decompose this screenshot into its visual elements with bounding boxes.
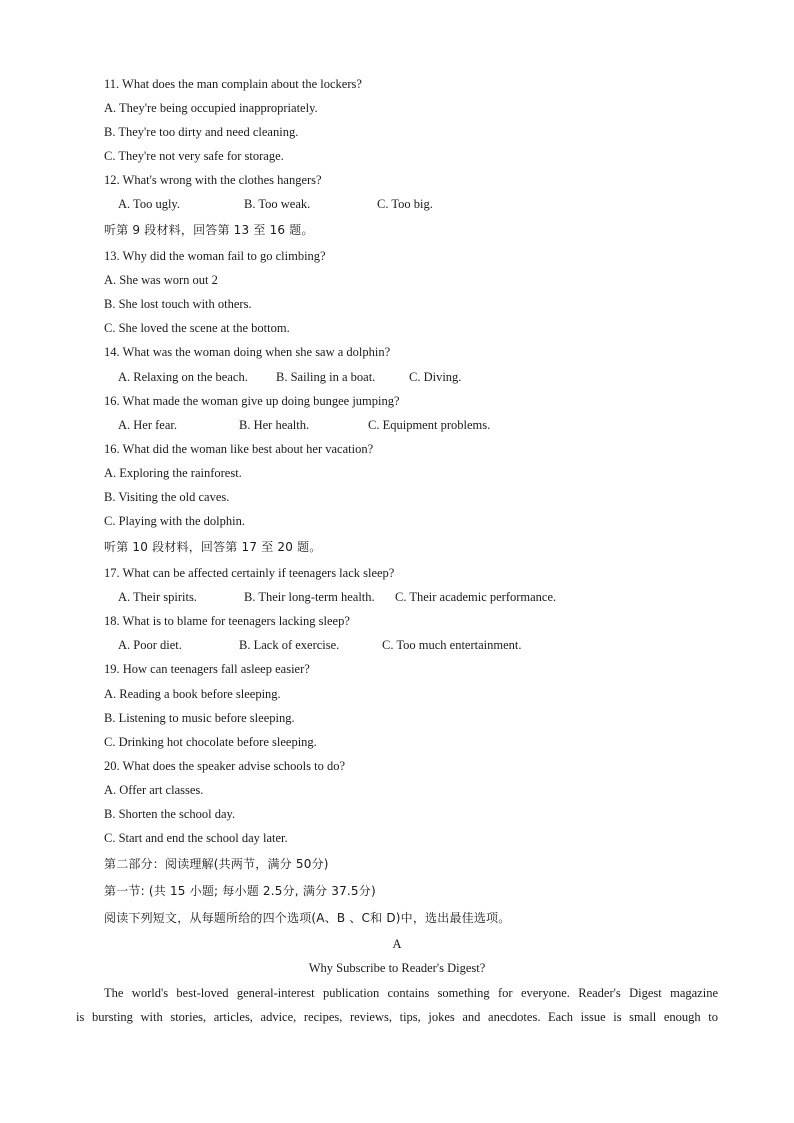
question-13-stem: 13. Why did the woman fail to go climbing? xyxy=(104,249,326,263)
question-13-option-b: B. She lost touch with others. xyxy=(104,297,252,311)
passage-letter: A xyxy=(392,937,402,951)
question-15-option-a: A. Her fear. xyxy=(118,418,177,432)
passage-line-1: The world's best-loved general-interest publication contains something for everyone. Reader's Digest magazine xyxy=(104,986,718,1000)
question-18-option-c: C. Too much entertainment. xyxy=(382,638,522,652)
question-18-option-a: A. Poor diet. xyxy=(118,638,182,652)
question-14-option-c: C. Diving. xyxy=(409,370,462,384)
question-18-options xyxy=(118,637,718,653)
section-1-heading: 第一节: (共 15 小题; 每小题 2.5分, 满分 37.5分) xyxy=(104,884,376,898)
question-19-option-b: B. Listening to music before sleeping. xyxy=(104,711,295,725)
question-19-stem: 19. How can teenagers fall asleep easier? xyxy=(104,662,310,676)
question-20-stem: 20. What does the speaker advise schools to do? xyxy=(104,759,346,773)
question-18-stem: 18. What is to blame for teenagers lacking sleep? xyxy=(104,614,350,628)
question-12-option-b: B. Too weak. xyxy=(244,197,311,211)
section-9-heading: 听第 9 段材料，回答第 13 至 16 题。 xyxy=(104,223,314,237)
question-16-option-a: A. Exploring the rainforest. xyxy=(104,466,242,480)
question-17-stem: 17. What can be affected certainly if teenagers lack sleep? xyxy=(104,566,395,580)
question-20-option-c: C. Start and end the school day later. xyxy=(104,831,288,845)
question-11-option-a: A. They're being occupied inappropriately. xyxy=(104,101,318,115)
question-16-option-b: B. Visiting the old caves. xyxy=(104,490,230,504)
question-17-option-a: A. Their spirits. xyxy=(118,590,197,604)
question-17-option-b: B. Their long-term health. xyxy=(244,590,375,604)
question-12-option-c: C. Too big. xyxy=(377,197,433,211)
question-17-options xyxy=(118,589,718,605)
question-14-option-b: B. Sailing in a boat. xyxy=(276,370,376,384)
question-11-option-c: C. They're not very safe for storage. xyxy=(104,149,284,163)
question-19-option-c: C. Drinking hot chocolate before sleeping. xyxy=(104,735,317,749)
question-13-option-a: A. She was worn out 2 xyxy=(104,273,218,287)
question-12-options xyxy=(118,196,718,212)
question-12-stem: 12. What's wrong with the clothes hangers? xyxy=(104,173,322,187)
question-15-option-b: B. Her health. xyxy=(239,418,310,432)
passage-title: Why Subscribe to Reader's Digest? xyxy=(308,961,486,975)
question-15-options xyxy=(118,417,718,433)
question-13-option-c: C. She loved the scene at the bottom. xyxy=(104,321,290,335)
question-20-option-b: B. Shorten the school day. xyxy=(104,807,236,821)
question-16-option-c: C. Playing with the dolphin. xyxy=(104,514,245,528)
question-14-stem: 14. What was the woman doing when she saw a dolphin? xyxy=(104,345,391,359)
question-17-option-c: C. Their academic performance. xyxy=(395,590,557,604)
question-18-option-b: B. Lack of exercise. xyxy=(239,638,340,652)
part-2-heading: 第二部分：阅读理解(共两节，满分 50分) xyxy=(104,857,329,871)
question-20-option-a: A. Offer art classes. xyxy=(104,783,204,797)
question-14-option-a: A. Relaxing on the beach. xyxy=(118,370,248,384)
section-10-heading: 听第 10 段材料，回答第 17 至 20 题。 xyxy=(104,540,322,554)
question-12-option-a: A. Too ugly. xyxy=(118,197,180,211)
question-14-options xyxy=(118,369,718,385)
question-11-stem: 11. What does the man complain about the lockers? xyxy=(104,77,362,91)
question-11-option-b: B. They're too dirty and need cleaning. xyxy=(104,125,299,139)
question-19-option-a: A. Reading a book before sleeping. xyxy=(104,687,281,701)
reading-instructions: 阅读下列短文，从每题所给的四个选项(A、B 、C和 D)中，选出最佳选项。 xyxy=(104,911,511,925)
question-16-stem: 16. What did the woman like best about her vacation? xyxy=(104,442,374,456)
passage-line-2: is bursting with stories, articles, advice, recipes, reviews, tips, jokes and anecdotes. Each issue is small enough to xyxy=(76,1010,718,1024)
question-15-option-c: C. Equipment problems. xyxy=(368,418,491,432)
question-15-stem: 16. What made the woman give up doing bungee jumping? xyxy=(104,394,400,408)
